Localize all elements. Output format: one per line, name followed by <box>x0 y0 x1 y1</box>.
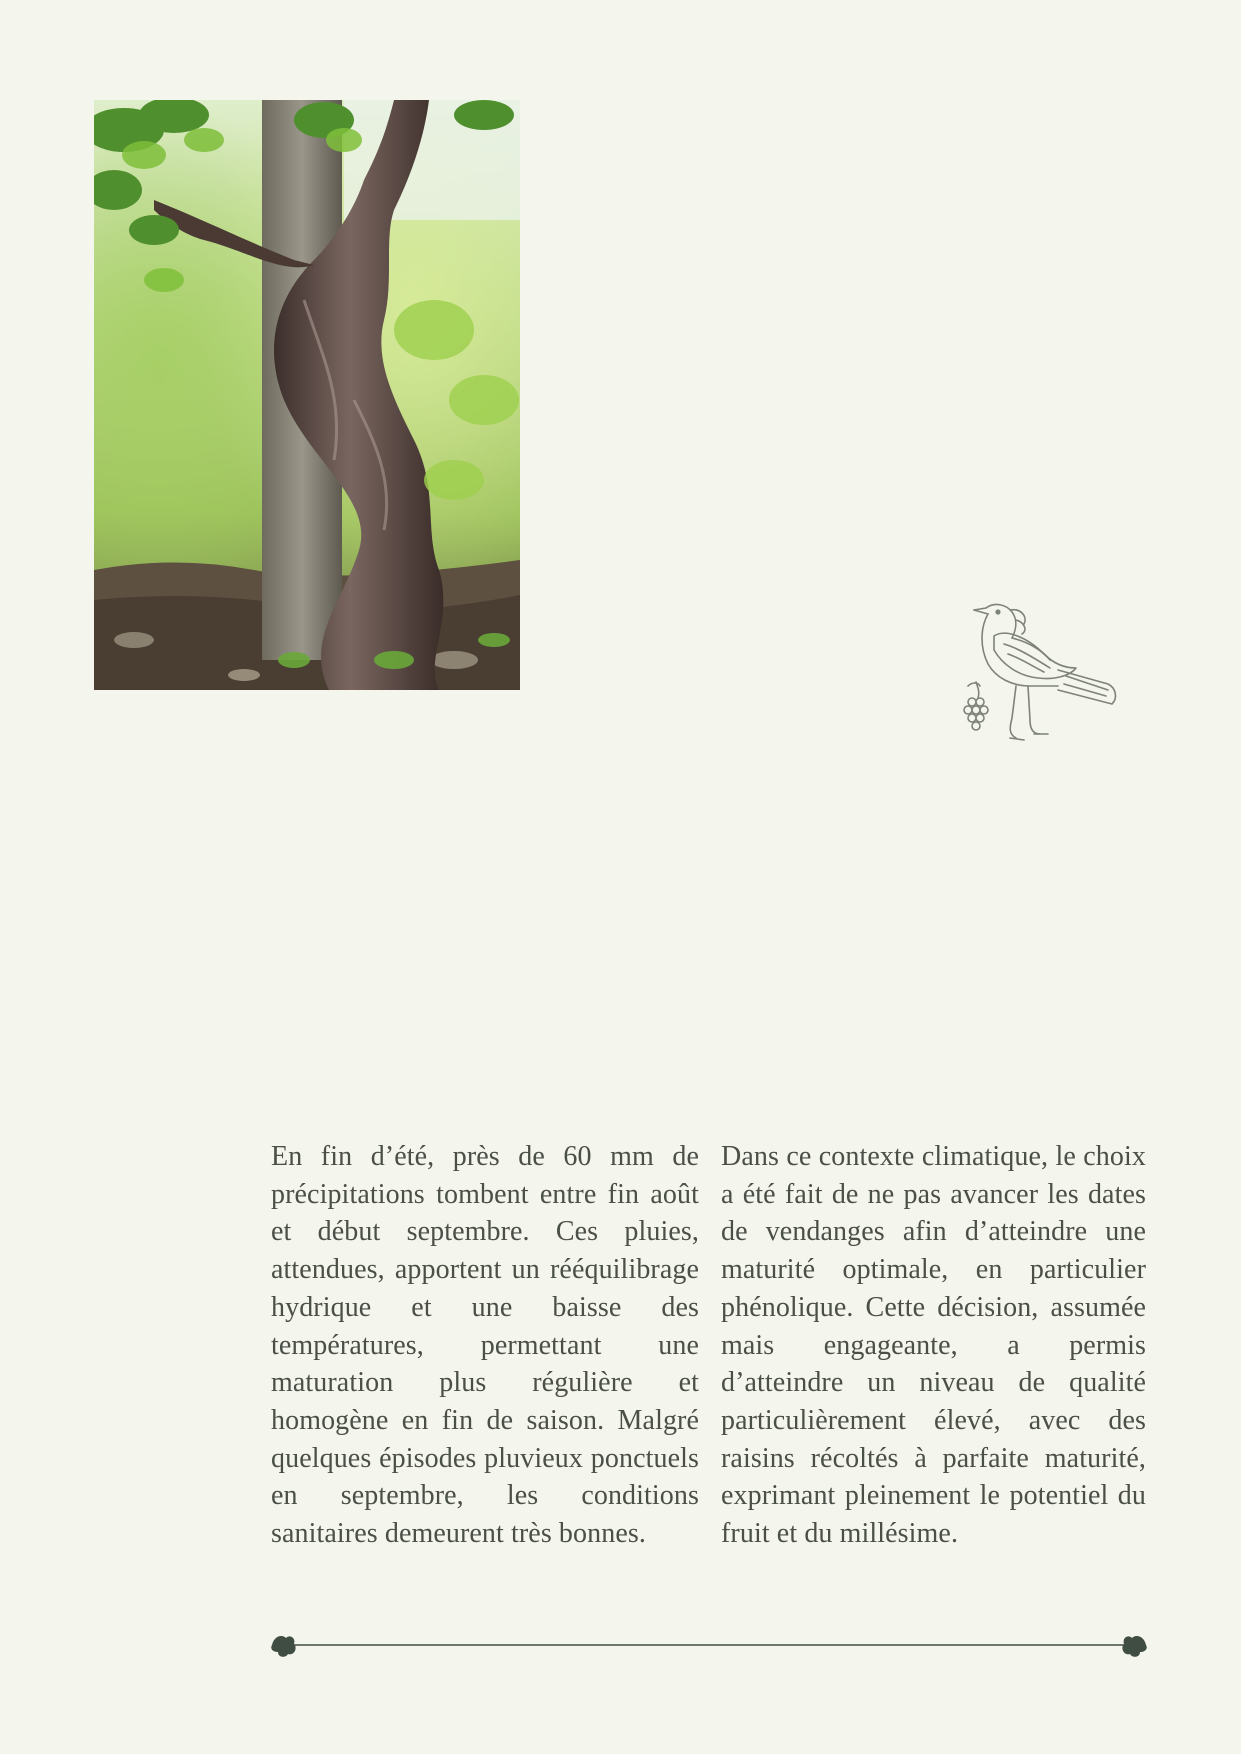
right-text-column: Dans ce contexte climatique, le choix a été fait de ne pas avancer les dates de vendanges afin d’atteindre une maturité optimale, en particulier phénolique. Cette décision, assumée mais engageante, a permis d’atteindre un niveau de qualité particulièrement élevé, avec des raisins récoltés à parfaite maturité, exprimant pleinement le potentiel du fruit et du millésime. <box>721 1141 1146 1550</box>
vine-leaf-icon <box>271 1636 295 1657</box>
vine-leaf-icon <box>1122 1636 1146 1657</box>
vine-trunk-photo <box>94 100 520 690</box>
bird-with-grapes-icon <box>958 598 1126 754</box>
left-text-column: En fin d’été, près de 60 mm de précipitations tombent entre fin août et début septembre. Ces pluies, attendues, apportent un rééquilibrage hydrique et une baisse des températures, permettant une maturation plus régulière et homogène en fin de saison. Malgré quelques épisodes pluvieux ponctuels en septembre, les conditions sanitaires demeurent très bonnes. <box>271 1141 699 1550</box>
ornamental-divider <box>270 1630 1148 1660</box>
